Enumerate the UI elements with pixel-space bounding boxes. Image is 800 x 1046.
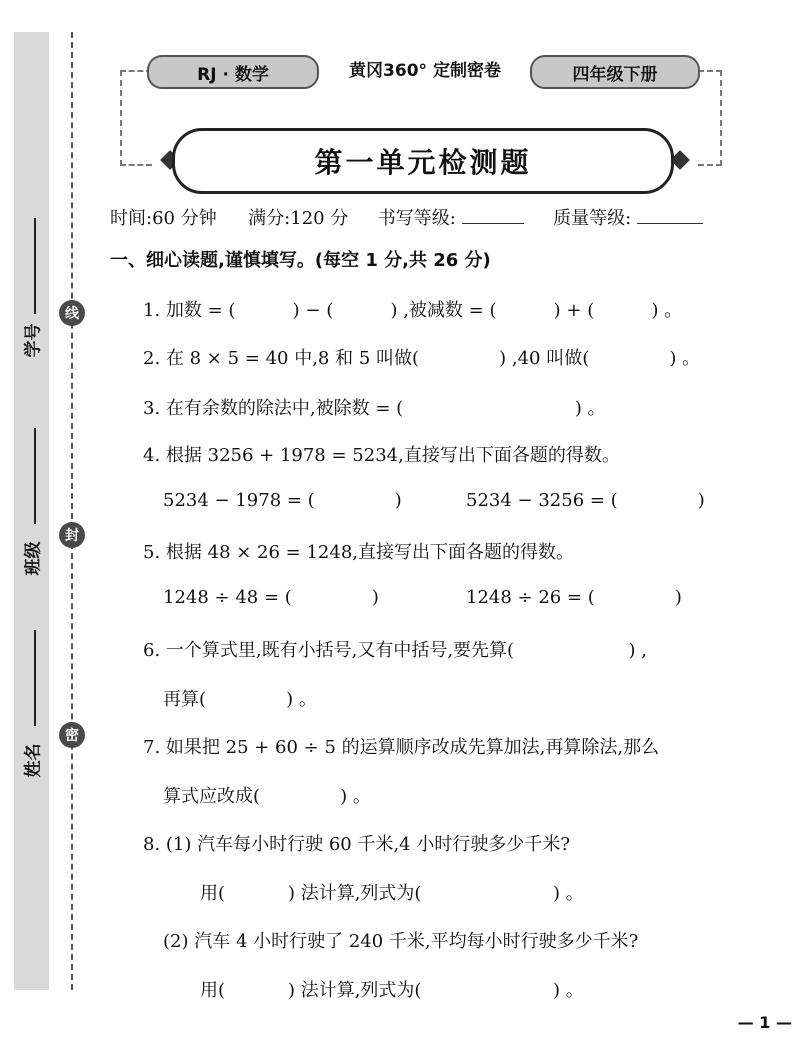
- question-1: 1. 加数 = ( ) − ( ) ,被减数 = ( ) + ( ) 。: [143, 300, 683, 321]
- page-number: — 1 —: [737, 1013, 792, 1032]
- question-3: 3. 在有余数的除法中,被除数 = ( ) 。: [143, 398, 606, 419]
- full-score: 满分:120 分: [248, 208, 349, 229]
- time-limit: 时间:60 分钟: [110, 208, 217, 229]
- header-frame-left: [120, 70, 152, 166]
- student-id-label: 学号: [23, 323, 44, 358]
- question-8-part-2-answer: 用( ) 法计算,列式为( ) 。: [200, 980, 584, 1001]
- question-8-part-2: (2) 汽车 4 小时行驶了 240 千米,平均每小时行驶多少千米?: [163, 931, 639, 952]
- binding-strip: [14, 32, 49, 990]
- question-6-line-2: 再算( ) 。: [163, 689, 317, 710]
- quality-grade-blank[interactable]: [637, 207, 703, 224]
- seal-char-xian: 线: [59, 300, 85, 326]
- seal-char-feng: 封: [59, 522, 85, 548]
- question-8-part-1-answer: 用( ) 法计算,列式为( ) 。: [200, 883, 584, 904]
- name-blank[interactable]: [34, 630, 36, 726]
- question-4-part-b: 5234 − 3256 = ( ): [466, 490, 705, 511]
- name-label: 姓名: [23, 743, 44, 778]
- question-6: 6. 一个算式里,既有小括号,又有中括号,要先算( ) ,: [143, 640, 647, 661]
- class-blank[interactable]: [34, 428, 36, 524]
- cut-line: [71, 32, 73, 990]
- page-title: 第一单元检测题: [172, 128, 674, 194]
- writing-grade-blank[interactable]: [462, 207, 524, 224]
- question-5-part-a: 1248 ÷ 48 = ( ): [163, 587, 379, 608]
- seal-char-mi: 密: [59, 722, 85, 748]
- section-1-heading: 一、细心读题,谨慎填写。(每空 1 分,共 26 分): [110, 250, 491, 271]
- grade-badge: 四年级下册: [530, 55, 700, 89]
- question-5-part-b: 1248 ÷ 26 = ( ): [466, 587, 682, 608]
- header-frame-right: [698, 70, 722, 166]
- subject-badge: RJ · 数学: [147, 55, 319, 89]
- question-4-part-a: 5234 − 1978 = ( ): [163, 490, 402, 511]
- quality-grade-label: 质量等级:: [553, 208, 632, 229]
- question-4: 4. 根据 3256 + 1978 = 5234,直接写出下面各题的得数。: [143, 445, 620, 466]
- question-2: 2. 在 8 × 5 = 40 中,8 和 5 叫做( ) ,40 叫做( ) 。: [143, 348, 701, 369]
- question-7-line-2: 算式应改成( ) 。: [163, 786, 371, 807]
- exam-info: [110, 204, 750, 230]
- class-label: 班级: [23, 541, 44, 576]
- question-8-part-1: 8. (1) 汽车每小时行驶 60 千米,4 小时行驶多少千米?: [143, 834, 571, 855]
- question-7: 7. 如果把 25 + 60 ÷ 5 的运算顺序改成先算加法,再算除法,那么: [143, 737, 660, 758]
- student-id-blank[interactable]: [34, 218, 36, 314]
- question-5: 5. 根据 48 × 26 = 1248,直接写出下面各题的得数。: [143, 542, 575, 563]
- series-name: 黄冈360° 定制密卷: [349, 61, 501, 81]
- writing-grade-label: 书写等级:: [377, 208, 456, 229]
